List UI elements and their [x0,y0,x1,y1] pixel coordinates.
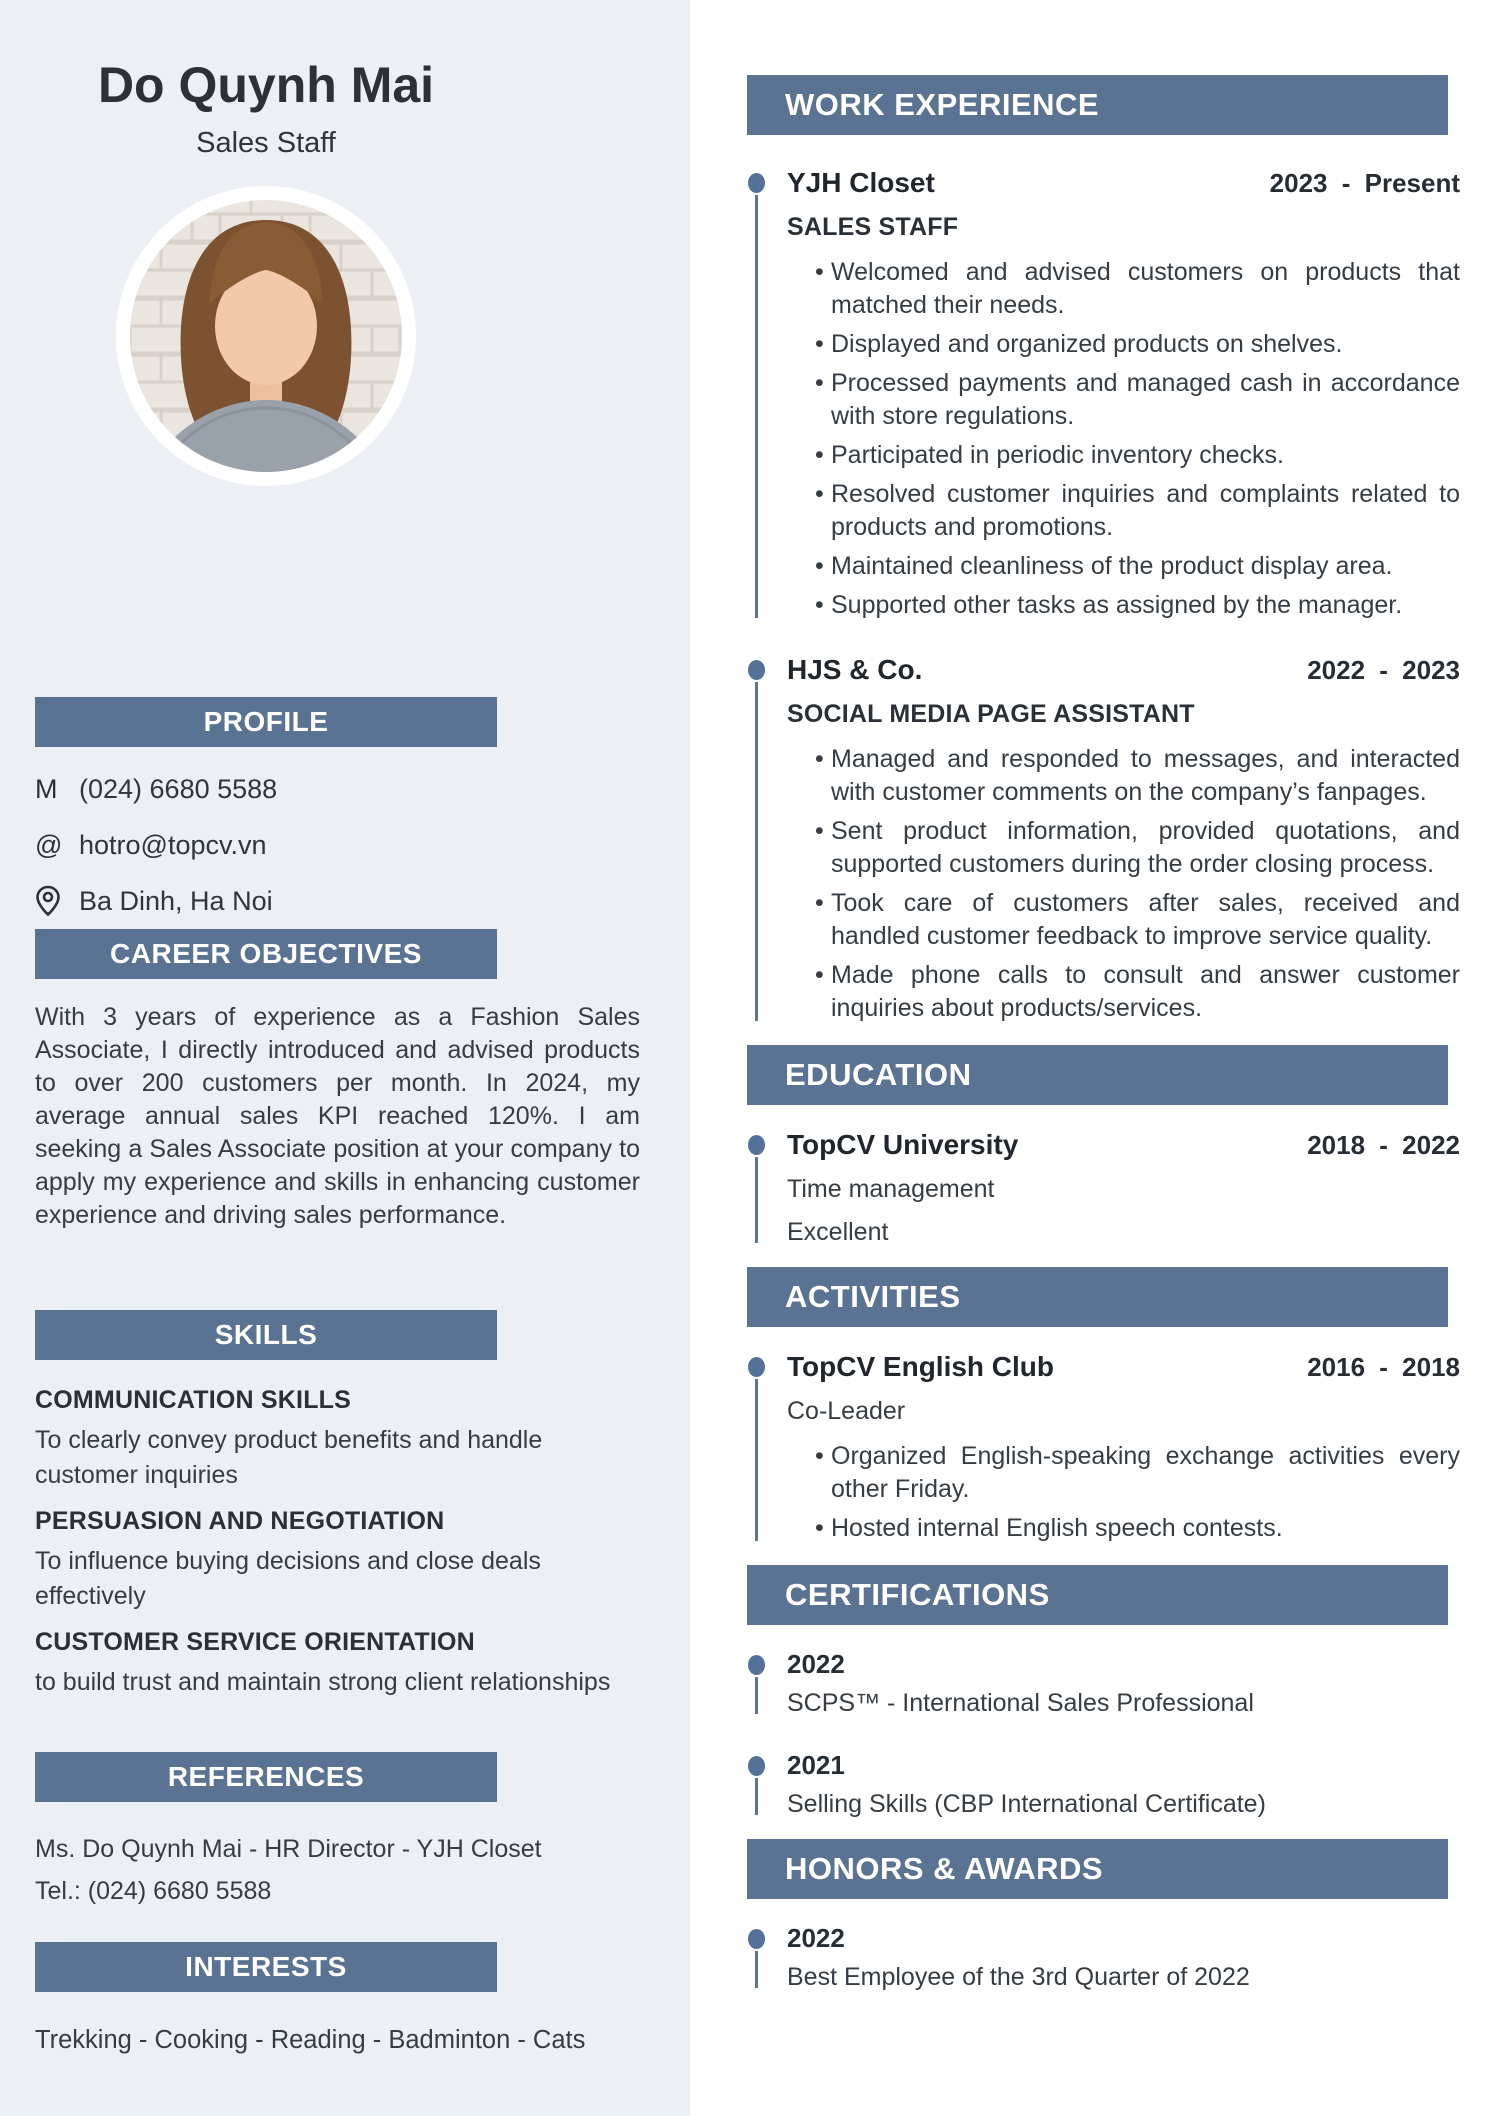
timeline-dot-icon [748,1357,765,1377]
company-name: HJS & Co. [787,654,923,685]
email-row [35,817,640,873]
organization-name: TopCV English Club [787,1351,1055,1382]
phone-row [35,761,640,817]
at-icon: @ [35,829,63,860]
phone-number: (024) 6680 5588 [79,773,278,804]
interests-section-header [35,1942,497,1992]
honor-name: Best Employee of the 3rd Quarter of 2022 [787,1963,1250,1991]
timeline-line [755,1379,758,1541]
activity-role: Co-Leader [787,1397,906,1425]
career-objective-text: With 3 years of experience as a Fashion Sales Associate, I directly introduced and advised products to over 200 customers per month. In 2024, my average annual sales KPI reached 120%. I am seeking a Sales Associate position at your company to apply my experience and skills in enhancing customer experience and driving sales performance. [35,1003,640,1229]
references-header-wrap [35,1752,497,1802]
timeline-line [755,1778,758,1815]
activity-list [815,1440,1460,1545]
job-duties-list [815,256,1460,622]
timeline-line [755,682,758,1021]
bullet-item: • Sent product information, provided quotations, and supported customers during the order closing process. [815,815,1460,881]
timeline-dot-icon [748,1655,765,1675]
bullet-item: • Supported other tasks as assigned by the manager. [815,589,1460,622]
timeline-line [755,195,758,618]
certification-entry [747,1750,1460,1819]
bullet-item: • Managed and responded to messages, and interacted with customer comments on the company’s fanpages. [815,743,1460,809]
job-duties-list [815,743,1460,1025]
work-period: 2023 - Present [1269,168,1460,198]
work-period: 2022 - 2023 [1307,655,1460,685]
skill-desc: To influence buying decisions and close deals effectively [35,1547,541,1610]
skill-name: CUSTOMER SERVICE ORIENTATION [35,1628,475,1656]
education-section-header [747,1045,1448,1105]
skill-name: COMMUNICATION SKILLS [35,1386,352,1414]
work-entry-header [787,654,1460,686]
work-entry [747,167,1460,622]
left-header [35,58,497,747]
timeline-dot-icon [748,1756,765,1776]
profile-section-header [35,697,497,747]
work-experience-section-header [747,75,1448,135]
education-entry-header [787,1129,1460,1161]
main-content [747,0,1460,1992]
activity-entry-header [787,1351,1460,1383]
activities-heading-label: ACTIVITIES [785,1279,961,1314]
location-text: Ba Dinh, Ha Noi [79,885,273,916]
certification-year: 2022 [787,1649,845,1679]
honor-year: 2022 [787,1923,845,1953]
references-heading-label: REFERENCES [167,1761,365,1792]
bullet-item: • Processed payments and managed cash in accordance with store regulations. [815,367,1460,433]
skills-header-wrap [35,1310,497,1360]
education-period: 2018 - 2022 [1307,1130,1460,1160]
bullet-item: • Displayed and organized products on shelves. [815,328,1460,361]
timeline-dot-icon [748,1929,765,1949]
education-grade: Excellent [787,1218,889,1246]
school-name: TopCV University [787,1129,1019,1160]
timeline-dot-icon [748,173,765,193]
references-section-header [35,1752,497,1802]
bullet-item: • Resolved customer inquiries and complaints related to products and promotions. [815,478,1460,544]
location-pin-icon [35,885,79,917]
education-major: Time management [787,1175,995,1203]
honors-heading-label: HONORS & AWARDS [785,1851,1104,1886]
bullet-item: • Made phone calls to consult and answer customer inquiries about products/services. [815,959,1460,1025]
bullet-item: • Welcomed and advised customers on products that matched their needs. [815,256,1460,322]
skills-section-header [35,1310,497,1360]
skill-desc: To clearly convey product benefits and handle customer inquiries [35,1426,543,1489]
bullet-item: • Participated in periodic inventory checks. [815,439,1460,472]
reference-phone: Tel.: (024) 6680 5588 [35,1877,272,1905]
skills-list [35,1386,640,1700]
reference-contact: Ms. Do Quynh Mai - HR Director - YJH Closet [35,1835,542,1863]
timeline-dot-icon [748,660,765,680]
references-block [35,1828,640,1912]
timeline-line [755,1157,758,1243]
certification-entry [747,1649,1460,1718]
timeline-line [755,1677,758,1714]
interests-text: Trekking - Cooking - Reading - Badminton - Cats [35,2026,586,2054]
skills-heading-label: SKILLS [214,1319,318,1350]
contact-info [35,761,640,929]
honor-entry [747,1923,1460,1992]
portrait-illustration [116,186,416,486]
bullet-item: • Maintained cleanliness of the product display area. [815,550,1460,583]
skill-desc: to build trust and maintain strong client relationships [35,1668,611,1696]
profile-photo [116,186,416,486]
career-objectives-header-wrap [35,929,497,979]
left-sidebar [0,0,690,2116]
job-title: SALES STAFF [787,213,959,241]
bullet-item: • Hosted internal English speech contests. [815,1512,1460,1545]
work-experience-heading-label: WORK EXPERIENCE [785,87,1100,122]
interests-header-wrap [35,1942,497,1992]
activity-entry [747,1351,1460,1545]
email-address: hotro@topcv.vn [79,829,267,860]
work-entry-header [787,167,1460,199]
timeline-line [755,1951,758,1988]
work-entry [747,654,1460,1025]
job-title: SOCIAL MEDIA PAGE ASSISTANT [787,700,1195,728]
phone-icon: M [35,773,58,804]
profile-heading-label: PROFILE [203,706,329,737]
certifications-section-header [747,1565,1448,1625]
certification-year: 2021 [787,1750,845,1780]
location-row [35,873,640,929]
career-objectives-heading-label: CAREER OBJECTIVES [110,938,422,969]
candidate-name: Do Quynh Mai [97,57,435,113]
education-heading-label: EDUCATION [785,1057,972,1092]
bullet-item: • Took care of customers after sales, received and handled customer feedback to improve service quality. [815,887,1460,953]
interests-heading-label: INTERESTS [185,1951,347,1982]
timeline-dot-icon [748,1135,765,1155]
certification-name: Selling Skills (CBP International Certificate) [787,1790,1266,1818]
career-objectives-section-header [35,929,497,979]
bullet-item: • Organized English-speaking exchange activities every other Friday. [815,1440,1460,1506]
activities-section-header [747,1267,1448,1327]
candidate-title: Sales Staff [196,127,336,159]
honors-section-header [747,1839,1448,1899]
certifications-heading-label: CERTIFICATIONS [785,1577,1050,1612]
activity-period: 2016 - 2018 [1307,1352,1460,1382]
company-name: YJH Closet [787,167,935,198]
education-entry [747,1129,1460,1247]
skill-name: PERSUASION AND NEGOTIATION [35,1507,445,1535]
certification-name: SCPS™ - International Sales Professional [787,1689,1254,1717]
